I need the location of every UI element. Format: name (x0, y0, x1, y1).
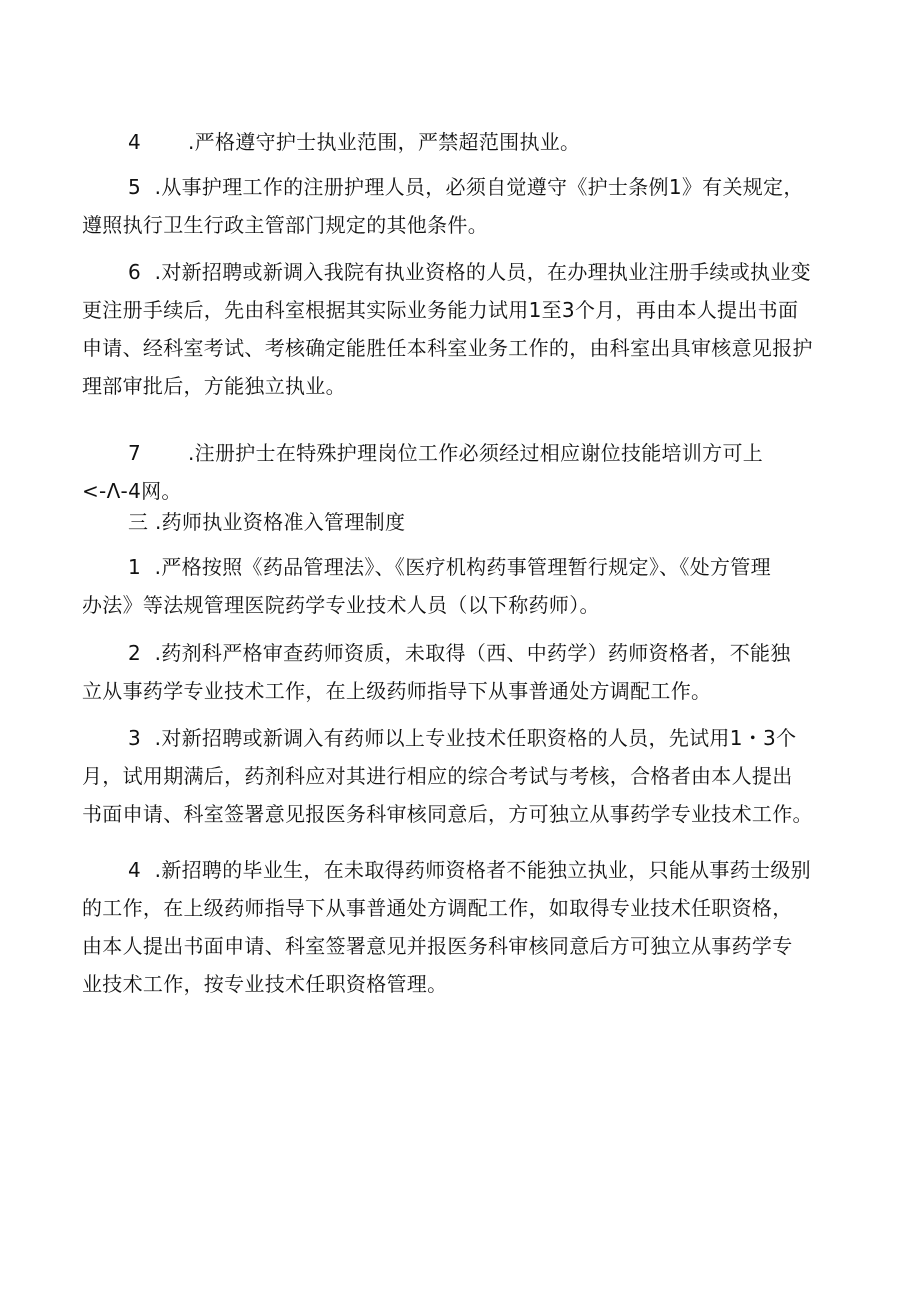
paragraph-item-4-nursing-scope (82, 123, 852, 161)
paragraph-line: 申请、经科室考试、考核确定能胜任本科室业务工作的，由科室出具审核意见报护 (82, 336, 813, 360)
paragraph-line: 书面申请、科室签署意见报医务科审核同意后，方可独立从事药学专业技术工作。 (82, 802, 813, 826)
paragraph-line: .对新招聘或新调入我院有执业资格的人员，在办理执业注册手续或执业变 (154, 260, 811, 284)
paragraph-item-5-nurse-regulations (82, 168, 852, 244)
paragraph-item-4-graduate-restriction (82, 851, 852, 1003)
item-number: 3 (128, 726, 142, 750)
paragraph-line: 业技术工作，按专业技术任职资格管理。 (82, 972, 448, 996)
paragraph-line: 理部审批后，方能独立执业。 (82, 374, 346, 398)
paragraph-line: 立从事药学专业技术工作，在上级药师指导下从事普通处方调配工作。 (82, 679, 712, 703)
paragraph-item-2-qualification-review (82, 634, 852, 710)
paragraph-line: .严格按照《药品管理法》、《医疗机构药事管理暂行规定》、《处方管理 (154, 555, 771, 579)
item-number: 4 (128, 130, 142, 154)
paragraph-item-3-pharmacist-trial (82, 719, 852, 833)
paragraph-line: .严格遵守护士执业范围，严禁超范围执业。 (188, 130, 581, 154)
section-number: 三 (128, 510, 149, 534)
paragraph-line: 办法》等法规管理医院药学专业技术人员（以下称药师）。 (82, 593, 600, 617)
paragraph-line: .注册护士在特殊护理岗位工作必须经过相应谢位技能培训方可上 (188, 441, 764, 465)
item-number: 1 (128, 555, 142, 579)
paragraph-line: .对新招聘或新调入有药师以上专业技术任职资格的人员，先试用1・3个 (154, 726, 797, 750)
paragraph-item-7-special-post-training (82, 434, 852, 506)
item-number: 4 (128, 858, 142, 882)
paragraph-line: <-Λ-4网。 (82, 479, 182, 503)
paragraph-line: .药剂科严格审查药师资质，未取得（西、中药学）药师资格者，不能独 (154, 641, 791, 665)
paragraph-line: 由本人提出书面申请、科室签署意见并报医务科审核同意后方可独立从事药学专 (82, 934, 793, 958)
paragraph-line: 更注册手续后，先由科室根据其实际业务能力试用1至3个月，再由本人提出书面 (82, 298, 799, 322)
item-number: 7 (128, 441, 142, 465)
item-number: 5 (128, 175, 142, 199)
paragraph-line: 的工作，在上级药师指导下从事普通处方调配工作，如取得专业技术任职资格， (82, 896, 793, 920)
item-number: 2 (128, 641, 142, 665)
section-heading-pharmacist-admission (82, 503, 852, 541)
paragraph-line: .新招聘的毕业生，在未取得药师资格者不能独立执业，只能从事药士级别 (154, 858, 811, 882)
paragraph-line: .从事护理工作的注册护理人员，必须自觉遵守《护士条例1》有关规定， (154, 175, 804, 199)
paragraph-line: 月，试用期满后，药剂科应对其进行相应的综合考试与考核，合格者由本人提出 (82, 764, 793, 788)
paragraph-item-1-pharmacy-law (82, 548, 852, 624)
paragraph-line: 遵照执行卫生行政主管部门规定的其他条件。 (82, 213, 488, 237)
item-number: 6 (128, 260, 142, 284)
section-title: .药师执业资格准入管理制度 (154, 510, 406, 534)
paragraph-item-6-new-hire-trial (82, 253, 852, 405)
